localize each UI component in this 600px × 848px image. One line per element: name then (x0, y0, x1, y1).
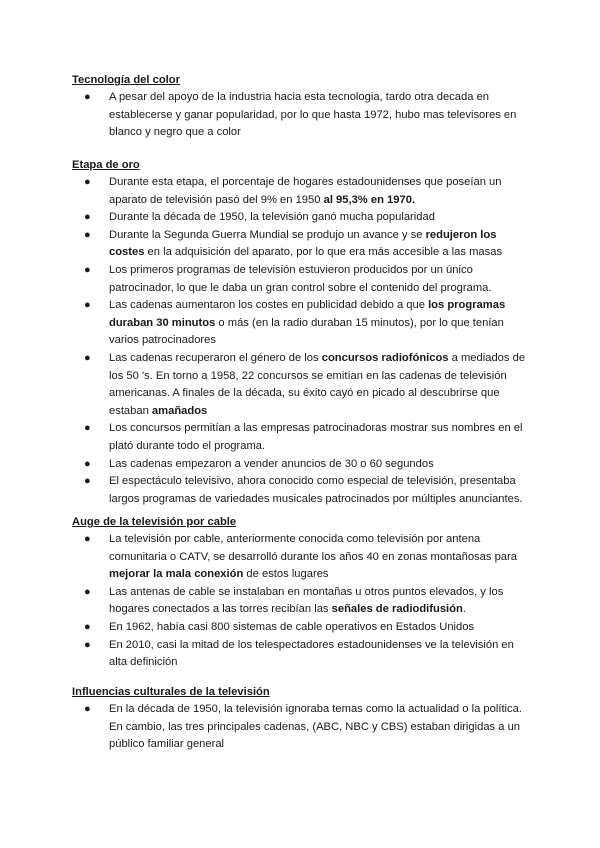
list-item (72, 420, 532, 455)
bullet-icon: ● (84, 533, 91, 545)
text-run: Durante la Segunda Guerra Mundial se produjo un avance y se (109, 228, 426, 241)
list-item (72, 701, 532, 754)
text-run: a mediados de los 50 's. En torno a 1958, 22 concursos se emitían en las cadenas de televisión americanas. A finales de la década, su éxito cayó en picado al descubrirse que estaban (109, 351, 526, 417)
text-run: Durante esta etapa, el porcentaje de hogares estadounidenses que poseían un aparato de televisión pasó del 9% en 1950 (109, 176, 502, 206)
text-run: Los primeros programas de televisión estuvieron producidos por un único patrocinador, lo que le daba un gran control sobre el contenido del programa. (109, 263, 492, 294)
section-heading: Influencias culturales de la televisión (72, 686, 270, 698)
list-item (72, 350, 532, 420)
text-run: Durante la década de 1950, la televisión ganó mucha popularidad (109, 211, 435, 224)
text-run: Los concursos permitían a las empresas patrocinadoras mostrar sus nombres en el plató durante todo el programa. (109, 422, 523, 452)
bullet-list (72, 89, 532, 142)
bullet-icon: ● (84, 475, 91, 488)
section-auge-television-cable (72, 514, 532, 672)
bullet-icon: ● (84, 422, 91, 435)
text-run: . (462, 603, 466, 616)
bold-text: los programas duraban 30 minutos (109, 299, 506, 329)
bold-text: amañados (151, 404, 208, 417)
bold-text: mejorar la mala conexión (109, 568, 244, 581)
list-item (72, 473, 532, 508)
text-run: o más (en la radio duraban 15 minutos), por lo que tenían varios patrocinadores (109, 316, 504, 347)
bullet-icon: ● (84, 228, 91, 241)
text-run: La televisión por cable, anteriormente conocida como televisión por antena comunitaria o CATV, se desarrolló durante los años 40 en zonas montañosas para (109, 533, 517, 563)
list-item (72, 531, 532, 584)
list-item (72, 174, 532, 209)
bullet-icon: ● (84, 211, 91, 224)
bullet-icon: ● (84, 585, 91, 598)
text-run: En la década de 1950, la televisión ignoraba temas como la actualidad o la política. En cambio, las tres principales cadenas, (ABC, NBC y CBS) estaban dirigidas a un público familiar general (109, 703, 522, 751)
bullet-icon: ● (84, 620, 91, 633)
bullet-list (72, 174, 532, 508)
list-item (72, 89, 532, 142)
list-item (72, 619, 532, 637)
text-run: en la adquisición del aparato, por lo que era más accesible a las masas (144, 246, 503, 259)
text-run: A pesar del apoyo de la industria hacia esta tecnologia, tardo otra decada en establecerse y ganar popularidad, por lo que hasta 1972, hubo mas televisores en blanco y negro que a color (109, 91, 517, 139)
text-run: Las cadenas recuperaron el género de los (109, 351, 322, 364)
bullet-icon: ● (84, 703, 91, 715)
text-run: Las cadenas empezaron a vender anuncios de 30 o 60 segundos (109, 457, 434, 470)
bullet-list (72, 531, 532, 672)
bullet-list (72, 701, 532, 754)
list-item (72, 262, 532, 297)
text-run: de estos lugares (243, 568, 329, 581)
section-tecnologia-del-color (72, 72, 532, 142)
list-item (72, 297, 532, 350)
bold-text: concursos radiofónicos (321, 351, 449, 364)
section-heading: Tecnología del color (72, 74, 180, 86)
bold-text: al 95,3% en 1970. (323, 193, 416, 206)
list-item (72, 227, 532, 262)
text-run: El espectáculo televisivo, ahora conocido como especial de televisión, presentaba largos programas de variedades musicales patrocinados por múltiples anunciantes. (109, 475, 523, 505)
bold-text: señales de radiodifusión (331, 603, 463, 616)
list-item (72, 584, 532, 619)
bullet-icon: ● (84, 457, 91, 470)
bullet-icon: ● (84, 299, 91, 312)
list-item (72, 456, 532, 474)
bullet-icon: ● (84, 351, 91, 364)
bold-text: redujeron los costes (109, 228, 497, 259)
list-item (72, 209, 532, 227)
section-etapa-de-oro (72, 157, 532, 508)
section-influencias-culturales (72, 684, 532, 754)
bullet-icon: ● (84, 263, 91, 276)
text-run: Las cadenas aumentaron los costes en publicidad debido a que (109, 299, 429, 312)
bullet-icon: ● (84, 91, 91, 103)
text-run: Las antenas de cable se instalaban en montañas u otros puntos elevados, y los hogares conectados a las torres recibían las (109, 585, 504, 616)
text-run: En 1962, había casi 800 sistemas de cable operativos en Estados Unidos (109, 620, 475, 633)
section-heading: Auge de la televisión por cable (72, 516, 237, 528)
section-heading: Etapa de oro (72, 159, 140, 171)
text-run: En 2010, casi la mitad de los telespectadores estadounidenses ve la televisión en alta definición (109, 638, 514, 669)
list-item (72, 637, 532, 672)
bullet-icon: ● (84, 638, 91, 651)
bullet-icon: ● (84, 176, 91, 188)
